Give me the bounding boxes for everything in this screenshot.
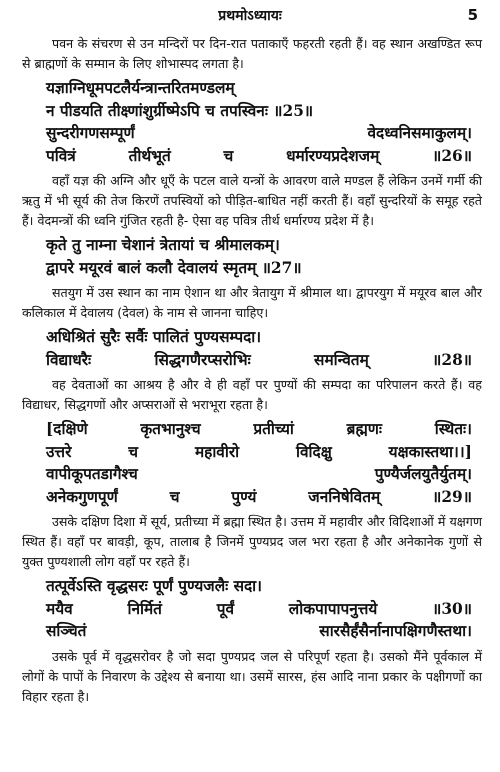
verse-word: स्थितः। <box>434 420 472 438</box>
commentary-paragraph <box>22 512 482 572</box>
page-number: 5 <box>467 6 478 24</box>
verse-word: जननिषेवितम् <box>308 487 381 506</box>
verse-line <box>46 418 472 441</box>
verse-word: ॥30॥ <box>432 599 472 618</box>
verse-word: यक्षकास्तथा।।] <box>388 442 472 461</box>
verse-word: ॥28॥ <box>432 350 472 369</box>
sanskrit-verse <box>22 575 482 643</box>
verse-line: यज्ञाग्निधूमपटलैर्यन्त्रान्तरितमण्डलम् <box>46 79 235 97</box>
verse-word: निर्मितं <box>127 599 162 618</box>
paragraph-text: पवन के संचरण से उन मन्दिरों पर दिन-रात पताकाएँ फहरती रहती हैं। वह स्थान अखण्डित रूप से ब्राह्मणों के सम्मान के लिए शोभास्पद लगता है। <box>22 36 482 71</box>
page-header <box>0 6 500 28</box>
page-body <box>22 30 482 709</box>
verse-line: अधिश्रितं सुरैः सर्वैः पालितं पुण्यसम्पदा। <box>46 328 262 346</box>
verse-line <box>46 620 472 643</box>
verse-word: उत्तरे <box>46 442 72 461</box>
commentary-paragraph <box>22 647 482 707</box>
paragraph-text: उसके पूर्व में वृद्धसरोवर है जो सदा पुण्यप्रद जल से परिपूर्ण रहता है। उसको मैंने पूर्वकाल में लोगों के पापों के निवारण के उद्देश्य से बनाया था। उसमें सारस, हंस आदि नाना प्रकार के पक्षीगणों का विहार रहता है। <box>22 648 482 704</box>
verse-word: सारसैर्हंसैर्नानापक्षिगणैस्तथा। <box>319 622 472 640</box>
paragraph-text: वहाँ यज्ञ की अग्नि और धूएँ के पटल वाले यन्त्रों के आवरण वाले मण्डल हैं लेकिन उनमें गर्मी की ऋतु में भी सूर्य की तेज किरणें तपस्वियों को पीड़ित-बाधित नहीं करती हैं। वहाँ सुन्दरियों के समूह रहते हैं। वेदमन्त्रों की ध्वनि गुंजित रहती है- ऐसा वह पवित्र तीर्थ धर्मारण्य प्रदेश में है। <box>22 173 482 228</box>
verse-word: ब्रह्मणः <box>346 420 383 438</box>
verse-line <box>46 463 472 486</box>
verse-word: वेदध्वनिसमाकुलम्। <box>367 124 472 142</box>
verse-word: समन्वितम् <box>314 350 369 369</box>
verse-word: च <box>169 487 180 506</box>
verse-word: [दक्षिणे <box>46 420 88 438</box>
verse-word: सिद्धगणैरप्सरोभिः <box>154 350 251 369</box>
paragraph-text: सतयुग में उस स्थान का नाम ऐशान था और त्रेतायुग में श्रीमाल था। द्वापरयुग में मयूरव बाल और कलिकाल में देवालय (देवल) के नाम से जानना चाहिए। <box>22 285 482 320</box>
verse-word: ॥29॥ <box>432 487 472 506</box>
verse-word: च <box>223 146 234 165</box>
verse-word: प्रतीच्यां <box>253 420 294 438</box>
verse-line <box>46 349 472 372</box>
commentary-paragraph <box>22 283 482 323</box>
verse-word: महावीरो <box>194 442 240 461</box>
verse-line <box>46 441 472 464</box>
verse-word: धर्मारण्यप्रदेशजम् <box>286 146 380 165</box>
verse-word: पवित्रं <box>46 146 76 165</box>
verse-line: तत्पूर्वेऽस्ति वृद्धसरः पूर्णं पुण्यजलैः सदा। <box>46 577 263 595</box>
sanskrit-verse <box>22 418 482 508</box>
verse-line <box>46 598 472 621</box>
paragraph-text: उसके दक्षिण दिशा में सूर्य, प्रतीच्या में ब्रह्मा स्थित है। उत्तम में महावीर और विदिशाओं में यक्षगण स्थित हैं। वहाँ पर बावड़ी, कूप, तालाब है जिनमें पुण्यप्रद जल भरा रहता है और अनेकानेक गुणों से युक्त पुण्यशाली लोग वहाँ पर रहते हैं। <box>22 514 482 569</box>
verse-line <box>46 145 472 168</box>
verse-line: द्वापरे मयूरवं बालं कलौ देवालयं स्मृतम् ॥27॥ <box>46 258 302 277</box>
verse-line <box>46 486 472 509</box>
paragraph-text: वह देवताओं का आश्रय है और वे ही वहाँ पर पुण्यों की सम्पदा का परिपालन करते हैं। वह विद्याधर, सिद्धगणों और अप्सराओं से भराभूरा रहता है। <box>22 377 482 412</box>
verse-word: लोकपापापनुत्तये <box>288 599 378 618</box>
verse-word: वापीकूपतडागैश्च <box>46 465 138 483</box>
sanskrit-verse <box>22 326 482 371</box>
verse-line: कृते तु नाम्ना चेशानं त्रेतायां च श्रीमालकम्। <box>46 236 280 254</box>
commentary-paragraph <box>22 171 482 231</box>
sanskrit-verse <box>22 234 482 279</box>
commentary-paragraph <box>22 375 482 415</box>
verse-word: विद्याधरैः <box>46 350 92 369</box>
verse-word: पुण्यं <box>231 487 257 506</box>
verse-word: पूर्वं <box>216 599 235 618</box>
verse-word: सञ्चितं <box>46 622 87 640</box>
verse-line: न पीडयति तीक्ष्णांशुर्ग्रीष्मेऽपि च तपस्विनः ॥25॥ <box>46 101 314 120</box>
verse-word: पुण्यैर्जलयुतैर्युतम्। <box>374 465 472 483</box>
chapter-title: प्रथमोऽध्यायः <box>218 8 282 24</box>
commentary-paragraph <box>22 34 482 74</box>
verse-line <box>46 122 472 145</box>
verse-word: कृतभानुश्च <box>140 420 201 438</box>
verse-word: विदिक्षु <box>296 442 332 461</box>
verse-word: च <box>128 442 139 461</box>
sanskrit-verse <box>22 77 482 167</box>
verse-word: सुन्दरीगणसम्पूर्णं <box>46 124 135 142</box>
verse-word: तीर्थभूतं <box>128 146 171 165</box>
verse-word: मयैव <box>46 599 73 618</box>
verse-word: अनेकगुणपूर्णं <box>46 487 118 506</box>
verse-word: ॥26॥ <box>432 146 472 165</box>
